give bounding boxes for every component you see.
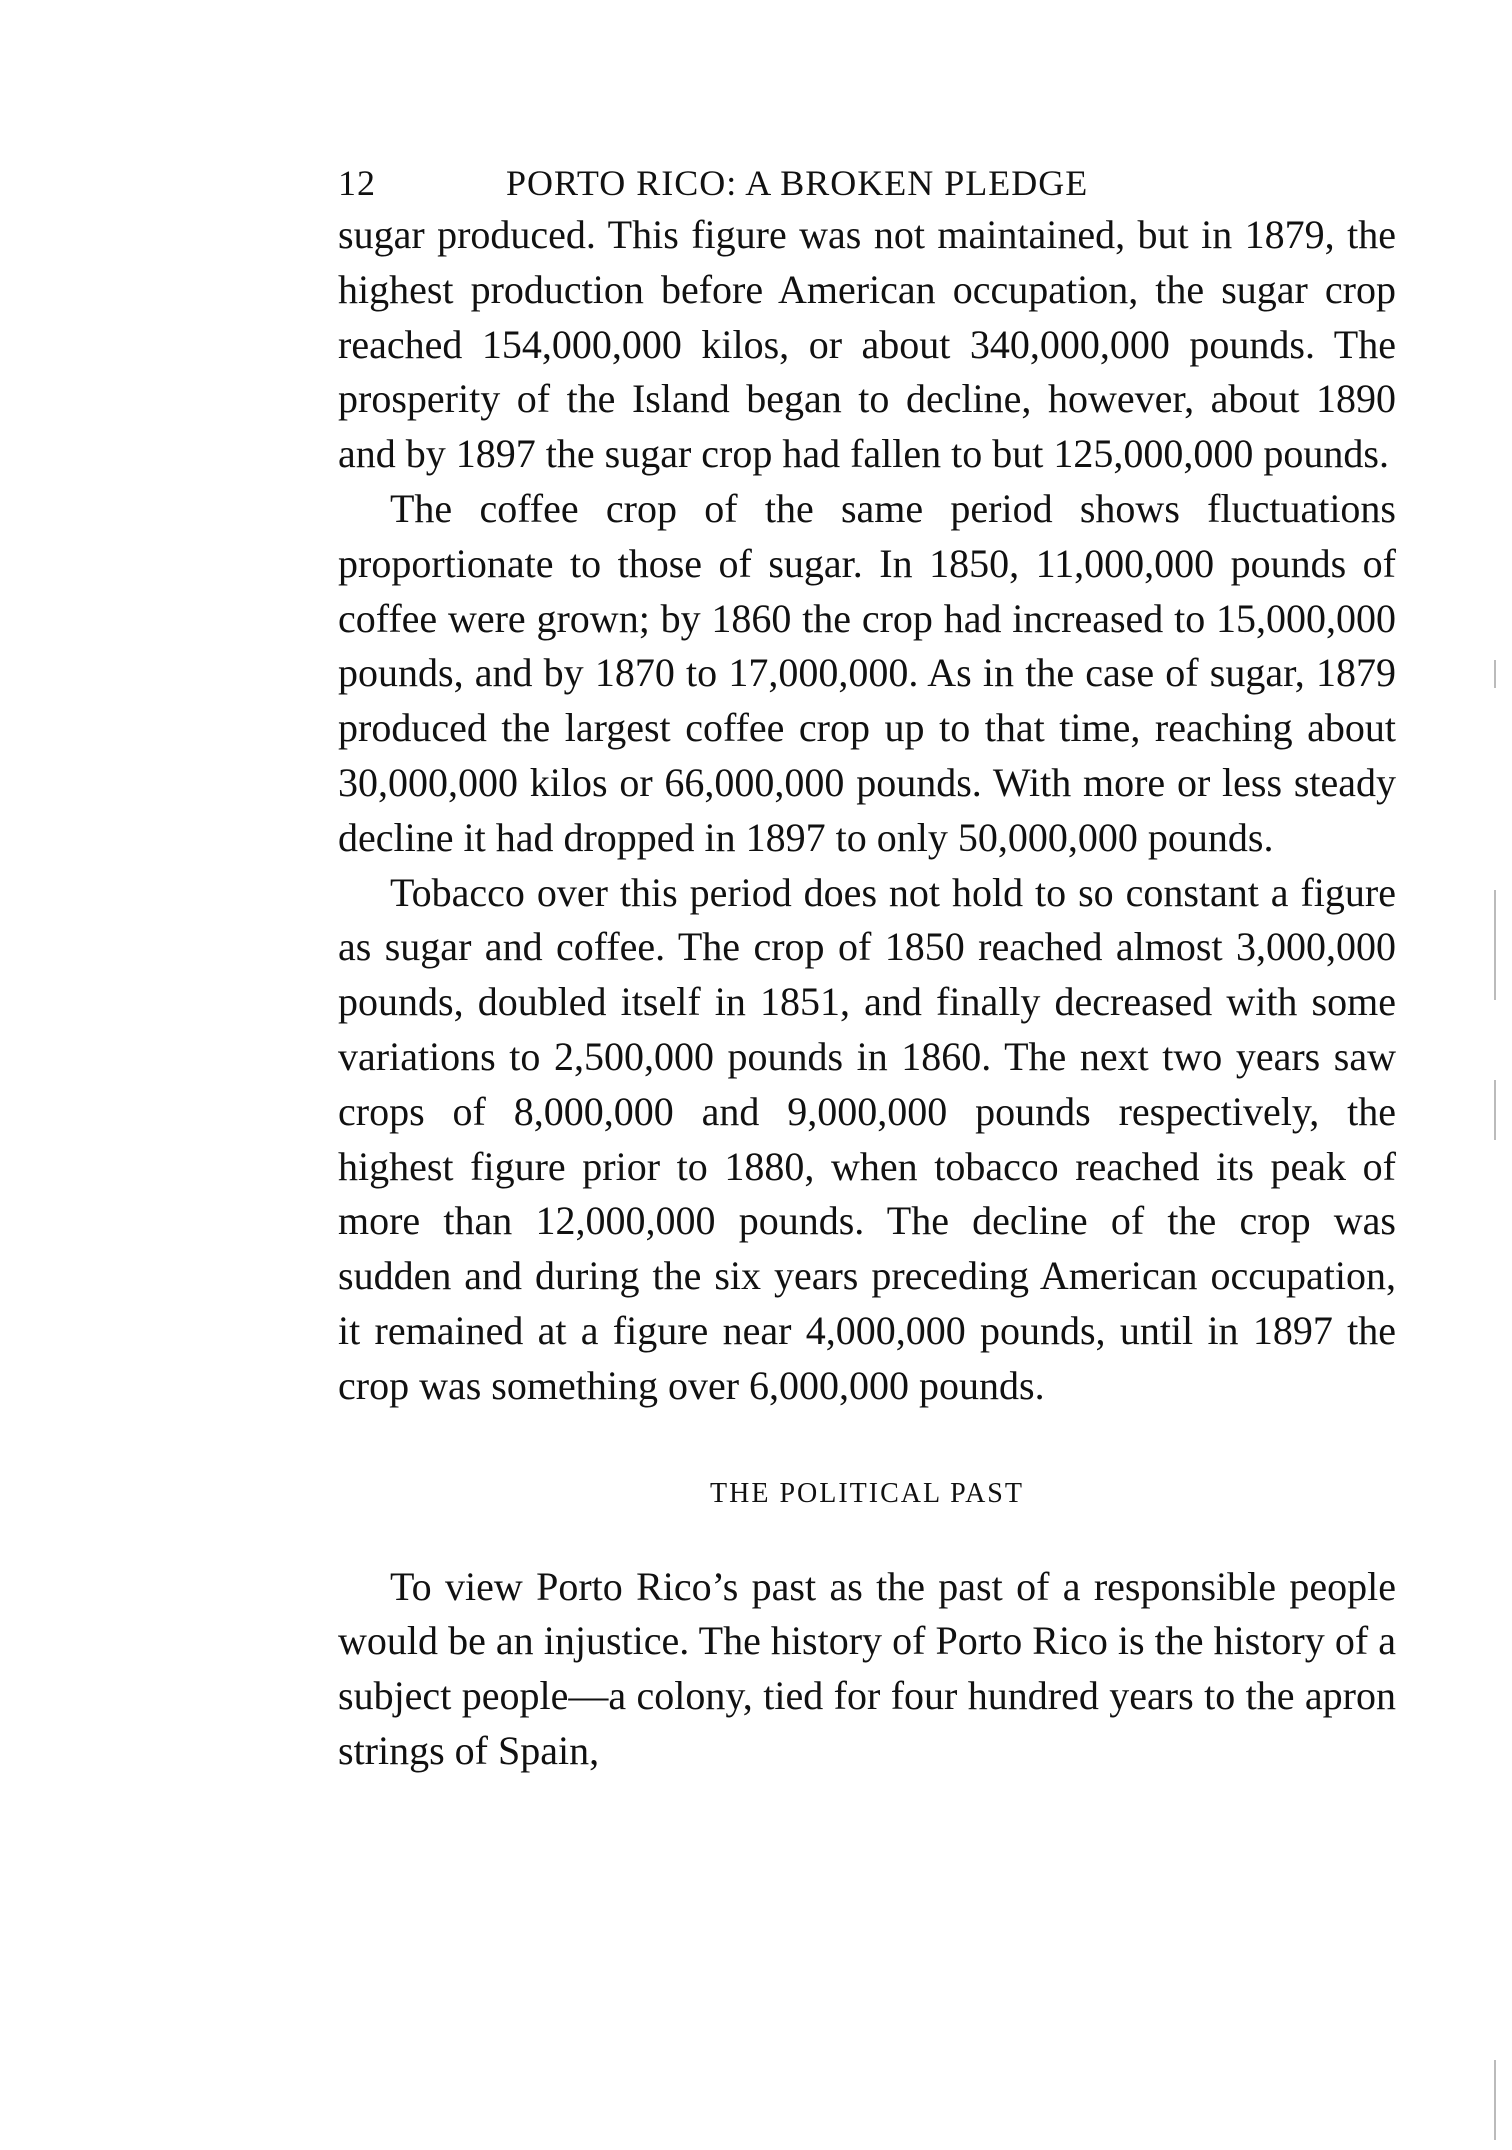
scan-artifact [1494, 1080, 1496, 1140]
section-heading: THE POLITICAL PAST [710, 1477, 1024, 1509]
paragraph-tobacco: Tobacco over this period does not hold to so constant a figure as sugar and coffee. The crop of 1850 reached almost 3,000,000 pounds, doubled itself in 1851, and finally decreased with some variations to 2,500,000 pounds in 1860. The next two years saw crops of 8,000,000 and 9,000,000 pounds respectively, the highest figure prior to 1880, when tobacco reached its peak of more than 12,000,000 pounds. The decline of the crop was sudden and during the six years preceding American occupation, it remained at a figure near 4,000,000 pounds, until in 1897 the crop was something over 6,000,000 pounds. [338, 869, 1396, 1408]
page-number: 12 [338, 163, 376, 203]
paragraph-coffee: The coffee crop of the same period shows fluctuations proportionate to those of sugar. In 1850, 11,000,000 pounds of coffee were grown; by 1860 the crop had increased to 15,000,000 pounds, and by 1870 to 17,000,000. As in the case of sugar, 1879 produced the largest coffee crop up to that time, reaching about 30,000,000 kilos or 66,000,000 pounds. With more or less steady decline it had dropped in 1897 to only 50,000,000 pounds. [338, 485, 1396, 860]
paragraph-political-past: To view Porto Rico’s past as the past of a responsible people would be an injustice. The history of Porto Rico is the history of a subject people—a colony, tied for four hundred years to the apron strings of Spain, [338, 1563, 1396, 1773]
paragraph-sugar: sugar produced. This figure was not maintained, but in 1879, the highest production before American occupation, the sugar crop reached 154,000,000 kilos, or about 340,000,000 pounds. The prosperity of the Island began to decline, however, about 1890 and by 1897 the sugar crop had fallen to but 125,000,000 pounds. [338, 212, 1396, 477]
scan-artifact [1494, 660, 1496, 688]
scan-artifact [1494, 890, 1496, 1000]
scan-artifact [1494, 2060, 1496, 2140]
book-page [338, 160, 1396, 1779]
running-head-title: PORTO RICO: A BROKEN PLEDGE [506, 163, 1089, 203]
running-head [338, 160, 1396, 206]
